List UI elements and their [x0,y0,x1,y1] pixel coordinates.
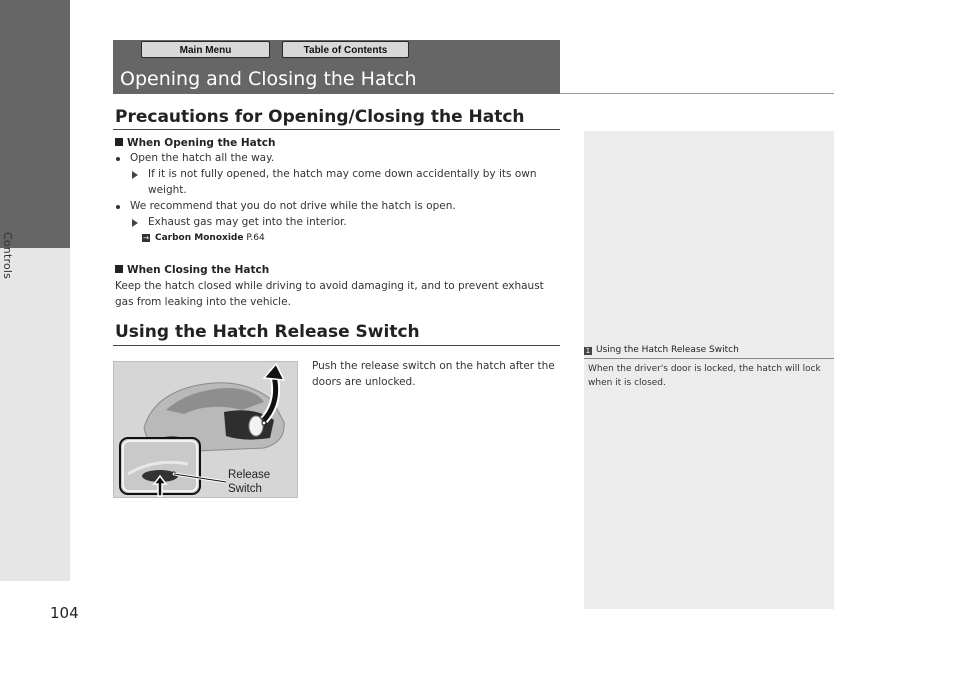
note-title: 1 Using the Hatch Release Switch [585,345,739,355]
header-rule [560,93,834,94]
section-rule [113,129,560,130]
note-marker-icon: 1 [585,347,591,355]
paragraph-text-cont: gas from leaking into the vehicle. [115,296,291,308]
arrow-right-icon [132,171,138,179]
section-title-precautions: Precautions for Opening/Closing the Hatch [115,107,525,127]
cross-reference-link[interactable]: Carbon Monoxide P.64 [155,233,265,243]
section-rule [113,345,560,346]
main-menu-button[interactable]: Main Menu [141,41,270,58]
bullet-text: Open the hatch all the way. [130,152,275,164]
sub-bullet-text-cont: weight. [148,184,187,196]
note-rule [584,358,834,359]
bullet-text: We recommend that you do not drive while the hatch is open. [130,200,456,212]
chapter-label: Controls [1,232,14,280]
subheading-closing: When Closing the Hatch [115,264,269,276]
arrow-right-icon [132,219,138,227]
table-of-contents-button[interactable]: Table of Contents [282,41,409,58]
hatch-release-illustration [113,361,298,498]
subheading-opening: When Opening the Hatch [115,137,275,149]
page-title: Opening and Closing the Hatch [120,68,417,90]
note-body: When the driver's door is locked, the hatch will lock when it is closed. [588,364,821,388]
section-title-release-switch: Using the Hatch Release Switch [115,322,420,342]
bullet-dot-icon [116,205,120,209]
chapter-side-tab-highlight [0,0,70,248]
square-bullet-icon [115,138,123,146]
square-bullet-icon [115,265,123,273]
page-number: 104 [50,604,79,622]
bullet-dot-icon [116,157,120,161]
sub-bullet-text: Exhaust gas may get into the interior. [148,216,347,228]
sub-bullet-text: If it is not fully opened, the hatch may come down accidentally by its own [148,168,537,180]
cross-reference-icon: → [143,234,149,242]
release-switch-label: Release Switch [228,469,271,495]
paragraph-text: Keep the hatch closed while driving to avoid damaging it, and to prevent exhaust [115,280,544,292]
release-switch-description: Push the release switch on the hatch after the doors are unlocked. [312,360,555,388]
